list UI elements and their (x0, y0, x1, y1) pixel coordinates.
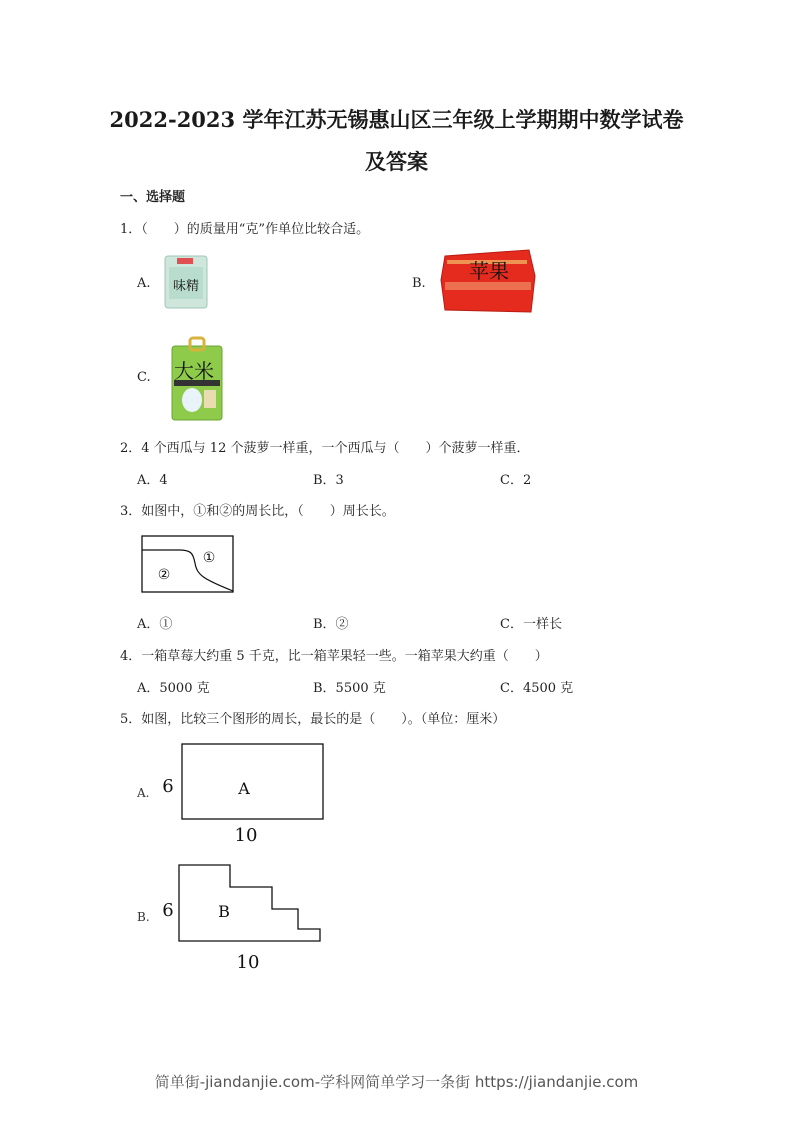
svg-text:①: ① (202, 550, 216, 566)
footer-watermark: 简单街-jiandanjie.com-学科网简单学习一条街 https://jiandanjie.com (154, 1073, 639, 1091)
q3-option-b: B．② (313, 617, 349, 632)
q5-option-b-label: B. (137, 910, 150, 924)
svg-text:A: A (238, 779, 250, 798)
q4-option-c: C．4500 克 (500, 681, 574, 696)
document-title-line2: 及答案 (365, 149, 428, 174)
staircase-b-figure (158, 862, 328, 974)
q2-option-b: B．3 (313, 473, 344, 488)
question-2-text: 2．4 个西瓜与 12 个菠萝一样重，一个西瓜与（ ）个菠萝一样重． (120, 441, 530, 456)
msg-bag-image (163, 253, 209, 311)
question-1-text: 1．（ ）的质量用“克”作单位比较合适。 (120, 222, 370, 237)
svg-text:6: 6 (162, 900, 174, 921)
svg-text:10: 10 (236, 952, 260, 973)
perimeter-figure (141, 535, 235, 593)
svg-text:苹果: 苹果 (469, 259, 509, 283)
msg-label: 味精 (172, 279, 200, 294)
section-heading-choice: 一、选择题 (120, 190, 186, 205)
q3-option-a: A．① (137, 617, 173, 632)
svg-text:B: B (218, 902, 230, 921)
svg-text:②: ② (157, 567, 171, 583)
q4-option-b: B．5500 克 (313, 681, 386, 696)
q2-option-a: A．4 (137, 473, 168, 488)
question-4-text: 4．一箱草莓大约重 5 千克，比一箱苹果轻一些。一箱苹果大约重（ ） (120, 649, 548, 664)
q1-option-a-label: A. (137, 276, 151, 291)
svg-text:大米: 大米 (174, 359, 214, 383)
rice-bag-image (168, 336, 226, 422)
svg-text:6: 6 (162, 776, 174, 797)
q2-option-c: C．2 (500, 473, 532, 488)
question-5-text: 5．如图，比较三个图形的周长，最长的是（ ）。（单位：厘米） (120, 712, 506, 727)
question-3-text: 3．如图中，①和②的周长比，（ ）周长长。 (120, 504, 395, 519)
q5-option-a-label: A. (137, 786, 150, 800)
q4-option-a: A．5000 克 (137, 681, 210, 696)
q1-option-c-label: C. (137, 370, 151, 385)
q1-option-b-label: B. (412, 276, 426, 291)
document-title-line1: 2022-2023 学年江苏无锡惠山区三年级上学期期中数学试卷 (109, 107, 684, 132)
q3-option-c: C．一样长 (500, 617, 562, 632)
svg-text:10: 10 (234, 825, 258, 846)
rectangle-a-figure (158, 740, 328, 848)
apple-box-image (437, 246, 537, 318)
